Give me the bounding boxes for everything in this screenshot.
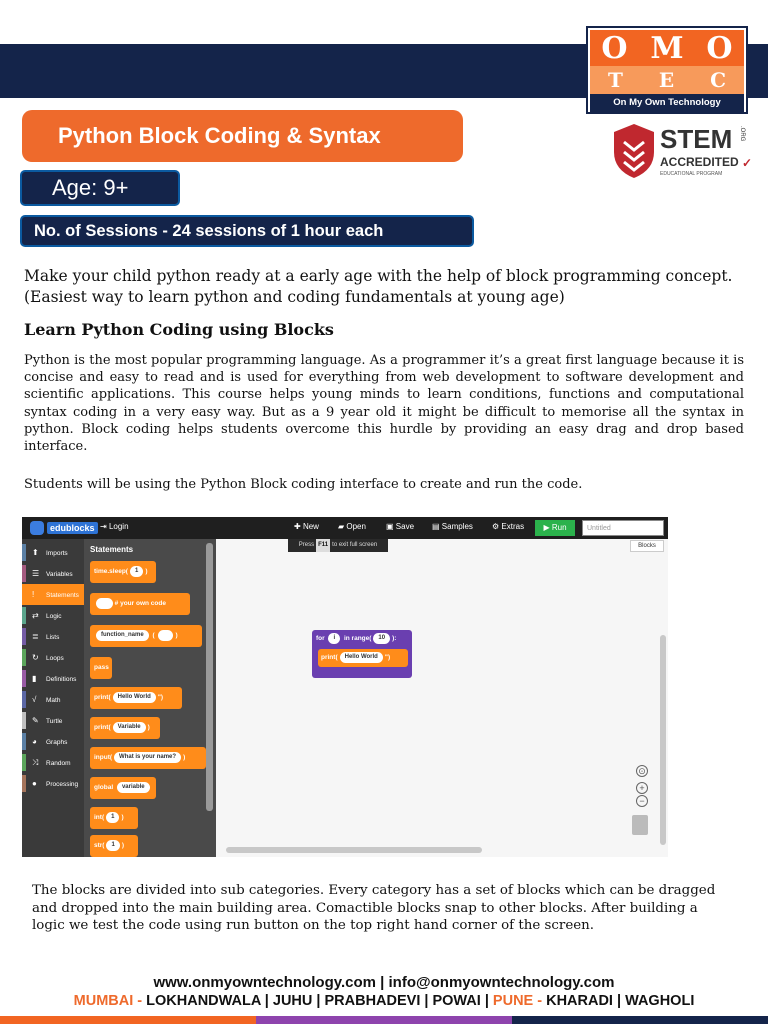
editor-toolbar	[22, 517, 668, 539]
pass-block[interactable]: pass	[90, 657, 112, 679]
category-label: Variables	[46, 571, 73, 578]
block-value: variable	[117, 782, 150, 793]
category-color-bar	[22, 754, 26, 771]
category-color-bar	[22, 712, 26, 729]
pen-icon: ✎	[32, 716, 39, 725]
course-title: Python Block Coding & Syntax	[22, 110, 463, 162]
footer-contact: www.onmyowntechnology.com | info@onmyowntechnology.com	[153, 974, 615, 991]
category-turtle[interactable]	[22, 710, 84, 731]
intro-text: Make your child python ready at a early age with the help of block programming concept. (Easiest way to learn python and coding fundamentals at young age)	[24, 267, 733, 306]
flyout-heading: Statements	[90, 545, 134, 554]
interface-note: Students will be using the Python Block coding interface to create and run the code.	[24, 477, 583, 492]
logo-top-row	[590, 30, 744, 66]
zoom-in-icon[interactable]: +	[636, 782, 648, 794]
category-imports[interactable]	[22, 542, 84, 563]
category-color-bar	[22, 691, 26, 708]
f11-key: F11	[316, 539, 330, 552]
logo-letter: C	[710, 68, 726, 92]
logo-bottom-row	[590, 66, 744, 94]
sleep-block[interactable]: time.sleep( 1 )	[90, 561, 156, 583]
edublocks-logo	[30, 521, 98, 535]
section-heading: Learn Python Coding using Blocks	[24, 320, 334, 339]
extras-label: Extras	[501, 522, 525, 531]
new-label: New	[302, 522, 319, 531]
mumbai-areas: LOKHANDWALA | JUHU | PRABHADEVI | POWAI |	[142, 993, 493, 1009]
open-label: Open	[346, 522, 366, 531]
samples-button[interactable]	[432, 522, 473, 531]
folder-icon: ▰	[338, 522, 347, 531]
footer-locations	[0, 993, 768, 1009]
gear-icon: ⚙	[492, 522, 502, 531]
print-string: Hello World	[340, 652, 383, 663]
category-color-bar	[22, 586, 26, 603]
category-label: Statements	[46, 592, 79, 599]
logo-tagline: On My Own Technology	[590, 94, 744, 112]
in-range-label: in range(	[343, 635, 372, 643]
stem-word: STEM	[660, 124, 733, 154]
city-mumbai: MUMBAI -	[73, 993, 143, 1009]
category-lists[interactable]	[22, 626, 84, 647]
samples-label: Samples	[441, 522, 473, 531]
play-icon: ▶	[543, 523, 552, 532]
print-close: )	[387, 654, 391, 661]
param-pill	[158, 630, 173, 641]
outro-text: The blocks are divided into sub categories. Every category has a set of blocks which can be dragged and dropped into the main building area. Comactible blocks snap to other blocks. After building a logic we test the code using run button on the top right hand corner of the screen.	[32, 883, 716, 933]
category-label: Graphs	[46, 739, 68, 746]
category-color-bar	[22, 775, 26, 792]
stem-org: .ORG	[739, 126, 745, 142]
category-color-bar	[22, 544, 26, 561]
title-input[interactable]: Untitled	[582, 520, 664, 536]
block-value: Hello World	[113, 692, 156, 703]
category-color-bar	[22, 565, 26, 582]
block-label: input(	[94, 754, 113, 761]
sqrt-icon: √	[32, 695, 37, 704]
stem-shield-icon	[612, 122, 656, 180]
category-label: Processing	[46, 781, 79, 788]
category-label: Definitions	[46, 676, 77, 683]
category-variables[interactable]	[22, 563, 84, 584]
run-label: Run	[551, 523, 567, 532]
login-icon: ⇥	[100, 522, 109, 531]
stem-accredited-logo	[612, 122, 752, 182]
int-block[interactable]: int( 1 )	[90, 807, 138, 829]
band-segment	[0, 1016, 256, 1024]
zoom-out-icon[interactable]: −	[636, 795, 648, 807]
workspace-canvas[interactable]	[216, 539, 668, 857]
block-value: What is your name?	[114, 752, 181, 763]
extras-button[interactable]	[492, 522, 524, 531]
login-label: Login	[108, 522, 129, 531]
category-random[interactable]	[22, 752, 84, 773]
category-label: Turtle	[46, 718, 63, 725]
category-label: Loops	[46, 655, 64, 662]
str-block[interactable]: str( 1 )	[90, 835, 138, 857]
save-label: Save	[395, 522, 415, 531]
range-value: 10	[373, 633, 390, 644]
block-value: function_name	[96, 630, 149, 641]
logo-letter: O	[706, 30, 733, 66]
canvas-print-block[interactable]: print( Hello World ")	[318, 649, 408, 667]
category-processing[interactable]	[22, 773, 84, 794]
open-button[interactable]	[338, 522, 366, 531]
save-icon: ▣	[386, 522, 396, 531]
sessions-badge: No. of Sessions - 24 sessions of 1 hour each	[20, 215, 474, 247]
category-definitions[interactable]	[22, 668, 84, 689]
for-close: ):	[392, 635, 397, 643]
description-paragraph: Python is the most popular programming language. As a programmer it’s a great first language because it is concise and easy to read and is used for everything from web development to software development and scientific applications. This course helps young minds to learn conditions, functions and computational syntax coding in a very easy way. But as a 9 year old it might be difficult to memorise all the syntax in python. Block coding helps students overcome this hurdle by providing an easy drag and drop based interface.	[24, 353, 744, 455]
upload-icon: ⬆	[32, 548, 39, 557]
block-value: 1	[106, 812, 119, 823]
exclamation-icon: !	[32, 590, 35, 599]
block-label: # your own code	[114, 600, 166, 607]
flyout-scrollbar[interactable]	[206, 543, 213, 811]
input-block[interactable]: input( What is your name? )	[90, 747, 206, 769]
print-variable-block[interactable]: print( Variable )	[90, 717, 160, 739]
category-graphs[interactable]	[22, 731, 84, 752]
logo-letter: O	[601, 30, 628, 66]
category-sidebar	[22, 539, 84, 857]
block-value: 1	[130, 566, 143, 577]
block-label: str(	[94, 842, 105, 849]
category-label: Imports	[46, 550, 68, 557]
category-color-bar	[22, 628, 26, 645]
workspace-scrollbar-horizontal[interactable]	[226, 847, 482, 853]
equals-icon: ☰	[32, 569, 40, 578]
global-block[interactable]	[90, 777, 156, 799]
block-value: Variable	[113, 722, 146, 733]
palette-icon: ●	[32, 779, 37, 788]
logo-letter: E	[658, 68, 675, 92]
book-icon: ▤	[432, 522, 442, 531]
document-icon: ▮	[32, 674, 37, 683]
category-statements[interactable]	[22, 584, 84, 605]
workspace-scrollbar-vertical[interactable]	[660, 635, 666, 845]
block-value: 1	[106, 840, 119, 851]
function-block[interactable]: function_name ( )	[90, 625, 202, 647]
run-button[interactable]	[535, 520, 575, 536]
block-label: print(	[94, 724, 111, 731]
block-label: int(	[94, 814, 105, 821]
save-button[interactable]	[386, 522, 414, 531]
category-math[interactable]	[22, 689, 84, 710]
category-label: Random	[46, 760, 71, 767]
python-icon	[30, 521, 44, 535]
recenter-icon[interactable]: ⊙	[636, 765, 648, 777]
blocks-tab[interactable]: Blocks	[630, 540, 664, 552]
block-flyout	[84, 539, 216, 857]
category-color-bar	[22, 733, 26, 750]
band-segment	[256, 1016, 512, 1024]
login-button[interactable]	[100, 522, 129, 531]
city-pune: PUNE -	[492, 993, 543, 1009]
logo-letter: T	[607, 68, 623, 92]
arrows-icon: ⇄	[32, 611, 39, 620]
print-block[interactable]: print( Hello World ")	[90, 687, 182, 709]
comment-pill	[96, 598, 113, 609]
category-color-bar	[22, 670, 26, 687]
loop-icon: ↻	[32, 653, 39, 662]
shuffle-icon: ⤨	[32, 758, 39, 767]
logo-letter: M	[650, 30, 684, 66]
loop-variable: i	[328, 633, 340, 644]
fullscreen-hint	[288, 539, 388, 552]
omotec-logo	[586, 26, 748, 114]
brand-name: edublocks	[47, 522, 98, 534]
stem-program: EDUCATIONAL PROGRAM	[660, 171, 723, 177]
hint-rest: to exit full screen	[332, 542, 378, 548]
category-label: Logic	[46, 613, 62, 620]
footer-color-band	[0, 1016, 768, 1024]
for-keyword: for	[316, 635, 325, 643]
category-label: Math	[46, 697, 61, 704]
edublocks-screenshot	[22, 517, 668, 857]
category-color-bar	[22, 607, 26, 624]
band-segment	[512, 1016, 768, 1024]
list-icon: ≣	[32, 632, 39, 641]
pie-chart-icon: ◕	[32, 737, 37, 746]
check-icon: ✓	[742, 156, 753, 170]
category-logic[interactable]	[22, 605, 84, 626]
block-label: global	[94, 784, 114, 791]
block-label: print(	[321, 654, 338, 661]
category-label: Lists	[46, 634, 60, 641]
category-loops[interactable]	[22, 647, 84, 668]
hint-press: Press	[298, 542, 315, 548]
age-badge: Age: 9+	[20, 170, 180, 206]
category-color-bar	[22, 649, 26, 666]
for-loop-header	[316, 633, 396, 644]
new-button[interactable]	[294, 522, 319, 531]
plus-icon: ✚	[294, 522, 303, 531]
trash-icon[interactable]	[632, 815, 648, 835]
stem-accredited: ACCREDITED	[660, 155, 739, 169]
comment-block[interactable]	[90, 593, 190, 615]
block-label: print(	[94, 694, 111, 701]
pune-areas: KHARADI | WAGHOLI	[542, 993, 695, 1009]
block-label: time.sleep(	[94, 568, 128, 575]
